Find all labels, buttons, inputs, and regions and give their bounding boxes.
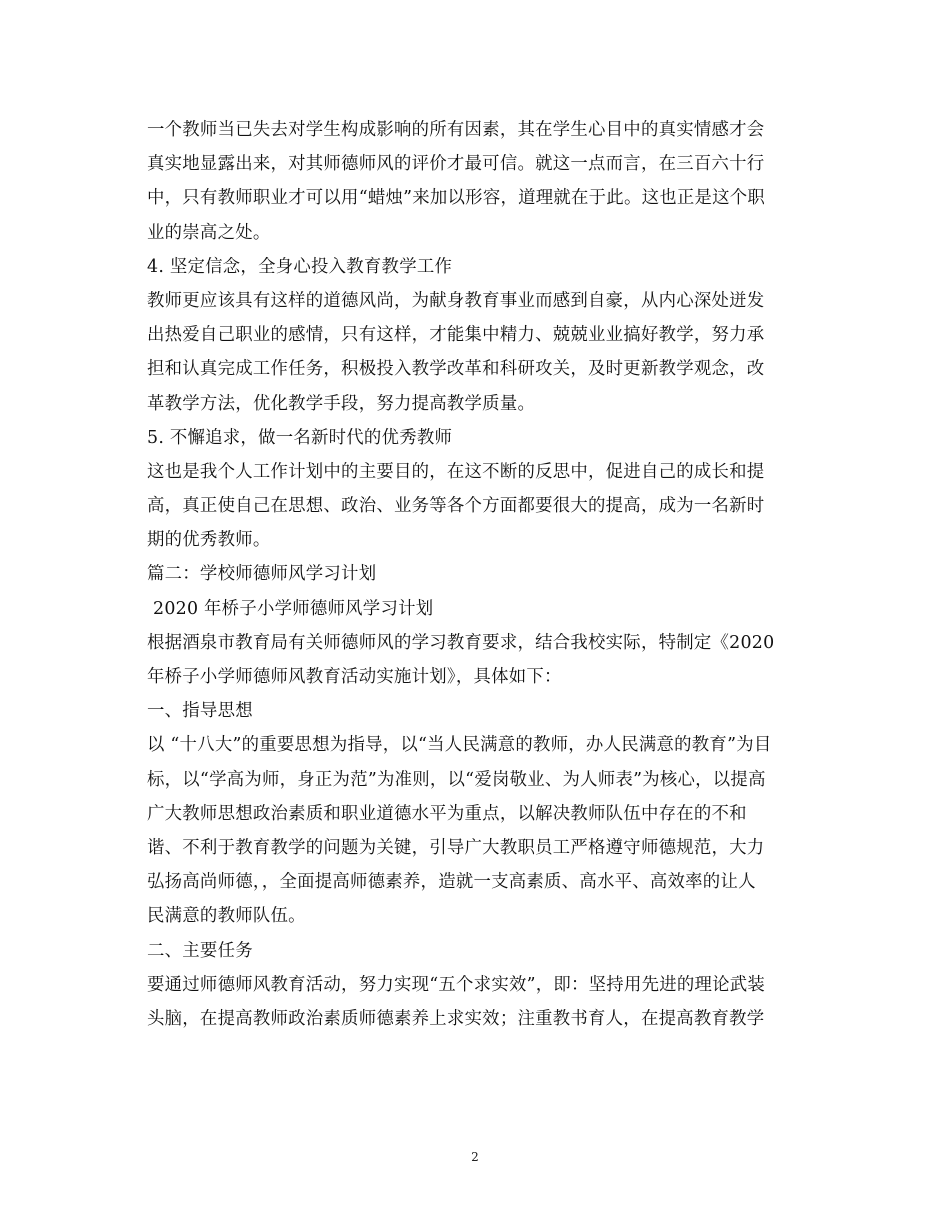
section-heading: 5. 不懈追求，做一名新时代的优秀教师 bbox=[147, 427, 453, 448]
section-heading: 二、主要任务 bbox=[147, 940, 253, 961]
paragraph-line: 这也是我个人工作计划中的主要目的，在这不断的反思中，促进自己的成长和提 bbox=[147, 461, 765, 482]
paragraph-line: 年桥子小学师德师风教育活动实施计划》，具体如下： bbox=[147, 667, 562, 687]
paragraph-line: 弘扬高尚师德，，全面提高师德素养，造就一支高素质、高水平、高效率的让人 bbox=[147, 872, 756, 893]
paragraph-line: 谐、不利于教育教学的问题为关键，引导广大教职员工严格遵守师德规范，大力 bbox=[147, 837, 765, 858]
paragraph-line: 业的崇高之处。 bbox=[147, 222, 271, 243]
section-heading: 篇二：学校师德师风学习计划 bbox=[147, 564, 377, 585]
paragraph-line: 标，以“学高为师，身正为范”为准则，以“爱岗敬业、为人师表”为核心，以提高 bbox=[147, 769, 766, 790]
paragraph-line: 出热爱自己职业的感情，只有这样，才能集中精力、兢兢业业搞好教学，努力承 bbox=[147, 325, 765, 346]
paragraph-line: 民满意的教师队伍。 bbox=[147, 906, 306, 927]
paragraph-line: 要通过师德师风教育活动，努力实现“五个求实效”，即：坚持用先进的理论武装 bbox=[147, 974, 766, 995]
paragraph-line: 高，真正使自己在思想、政治、业务等各个方面都要很大的提高，成为一名新时 bbox=[147, 496, 765, 517]
section-heading: 4. 坚定信念，全身心投入教育教学工作 bbox=[147, 256, 453, 277]
paragraph-line: 革教学方法，优化教学手段，努力提高教学质量。 bbox=[147, 393, 536, 414]
paragraph-line: 中，只有教师职业才可以用“蜡烛”来加以形容，道理就在于此。这也正是这个职 bbox=[147, 188, 766, 209]
paragraph-line: 根据酒泉市教育局有关师德师风的学习教育要求，结合我校实际，特制定《2020 bbox=[147, 632, 775, 653]
paragraph-line: 以 “十八大”的重要思想为指导，以“当人民满意的教师，办人民满意的教育”为目 bbox=[147, 735, 772, 756]
paragraph-line: 担和认真完成工作任务，积极投入教学改革和科研攻关，及时更新教学观念，改 bbox=[147, 359, 765, 380]
paragraph-line: 期的优秀教师。 bbox=[147, 530, 271, 551]
page-number: 2 bbox=[471, 1150, 479, 1164]
paragraph-line: 真实地显露出来，对其师德师风的评价才最可信。就这一点而言，在三百六十行 bbox=[147, 154, 765, 175]
paragraph-line: 教师更应该具有这样的道德风尚，为献身教育事业而感到自豪，从内心深处迸发 bbox=[147, 290, 765, 311]
document-subtitle: 2020 年桥子小学师德师风学习计划 bbox=[153, 598, 434, 619]
paragraph-line: 一个教师当已失去对学生构成影响的所有因素，其在学生心目中的真实情感才会 bbox=[147, 120, 765, 140]
section-heading: 一、指导思想 bbox=[147, 701, 253, 722]
paragraph-line: 广大教师思想政治素质和职业道德水平为重点，以解决教师队伍中存在的不和 bbox=[147, 803, 747, 824]
paragraph-line: 头脑，在提高教师政治素质师德素养上求实效；注重教书育人，在提高教育教学 bbox=[147, 1008, 765, 1029]
document-body bbox=[147, 113, 807, 1036]
